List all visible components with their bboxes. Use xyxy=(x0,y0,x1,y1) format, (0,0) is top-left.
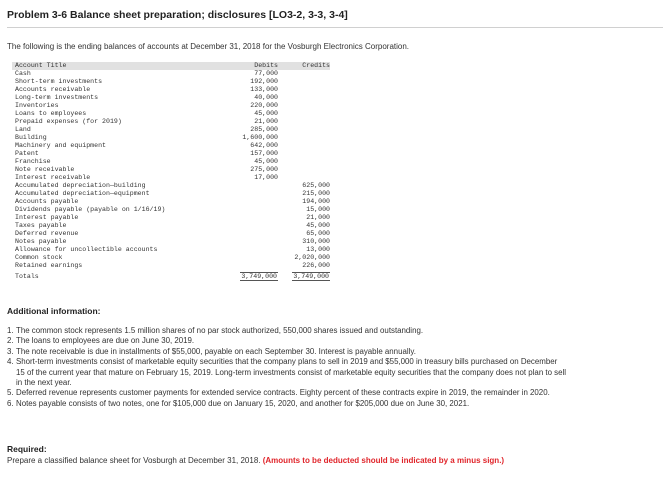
table-row xyxy=(12,166,330,174)
debit-cell xyxy=(223,182,278,190)
problem-title: Problem 3-6 Balance sheet preparation; disclosures [LO3-2, 3-3, 3-4] xyxy=(7,9,348,21)
debit-cell: 21,000 xyxy=(254,118,278,125)
account-title-cell: Inventories xyxy=(15,102,59,109)
list-item xyxy=(7,388,567,398)
table-body xyxy=(12,70,330,270)
account-balances-table xyxy=(12,62,330,281)
list-item xyxy=(7,336,567,346)
credit-cell: 65,000 xyxy=(306,230,330,237)
account-title-cell: Notes payable xyxy=(15,238,67,245)
credit-cell xyxy=(278,174,330,182)
account-title-cell: Accounts receivable xyxy=(15,86,91,93)
table-row xyxy=(12,86,330,94)
debit-cell: 275,000 xyxy=(250,166,278,173)
title-divider xyxy=(7,27,663,28)
table-row xyxy=(12,198,330,206)
table-row xyxy=(12,102,330,110)
list-item-text: The loans to employees are due on June 30, 2019. xyxy=(16,336,195,346)
account-title-cell: Allowance for uncollectible accounts xyxy=(15,246,158,253)
account-title-cell: Taxes payable xyxy=(15,222,67,229)
table-row xyxy=(12,70,330,78)
debit-cell xyxy=(223,238,278,246)
list-item-number: 5. xyxy=(7,388,14,398)
table-row xyxy=(12,134,330,142)
totals-row xyxy=(12,273,330,281)
list-item-text: Deferred revenue represents customer payments for extended service contracts. Eighty percent of these contracts expire in 2019, the remainder in 2020. xyxy=(16,388,550,398)
debit-cell: 285,000 xyxy=(250,126,278,133)
debit-cell: 1,600,000 xyxy=(242,134,278,141)
list-item-number: 2. xyxy=(7,336,14,346)
account-title-cell: Building xyxy=(15,134,47,141)
totals-debit-cell xyxy=(223,273,278,281)
credit-cell: 13,000 xyxy=(306,246,330,253)
debit-cell xyxy=(223,246,278,254)
account-title-cell: Short-term investments xyxy=(15,78,103,85)
account-title-cell: Prepaid expenses (for 2019) xyxy=(15,118,122,125)
column-header-credits: Credits xyxy=(302,62,330,69)
account-title-cell: Land xyxy=(15,126,31,133)
table-row xyxy=(12,206,330,214)
table-row xyxy=(12,110,330,118)
problem-intro: The following is the ending balances of accounts at December 31, 2018 for the Vosburgh Electronics Corporation. xyxy=(7,42,410,51)
debit-cell xyxy=(223,198,278,206)
table-row xyxy=(12,230,330,238)
debit-cell: 157,000 xyxy=(250,150,278,157)
debit-cell xyxy=(223,190,278,198)
debit-cell: 220,000 xyxy=(250,102,278,109)
credit-cell: 45,000 xyxy=(306,222,330,229)
required-instructions xyxy=(7,456,567,466)
table-row xyxy=(12,94,330,102)
credit-cell xyxy=(278,166,330,174)
credit-cell xyxy=(278,150,330,158)
table-row xyxy=(12,262,330,270)
account-title-cell: Long-term investments xyxy=(15,94,99,101)
table-row xyxy=(12,254,330,262)
debit-cell: 77,000 xyxy=(254,70,278,77)
table-row xyxy=(12,126,330,134)
credit-cell: 625,000 xyxy=(302,182,330,189)
table-row xyxy=(12,182,330,190)
account-title-cell: Accumulated depreciation—building xyxy=(15,182,146,189)
list-item xyxy=(7,399,567,409)
account-title-cell: Accumulated depreciation—equipment xyxy=(15,190,150,197)
debit-cell: 133,000 xyxy=(250,86,278,93)
credit-cell xyxy=(278,86,330,94)
debit-cell: 17,000 xyxy=(254,174,278,181)
credit-cell xyxy=(278,126,330,134)
table-row xyxy=(12,190,330,198)
credit-cell: 15,000 xyxy=(306,206,330,213)
debit-cell xyxy=(223,214,278,222)
required-heading: Required: xyxy=(7,444,47,454)
account-title-cell: Interest payable xyxy=(15,214,79,221)
credit-cell: 21,000 xyxy=(306,214,330,221)
totals-debit: 3,749,000 xyxy=(241,273,277,280)
list-item-number: 1. xyxy=(7,326,14,335)
account-title-cell: Accounts payable xyxy=(15,198,79,205)
debit-cell xyxy=(223,222,278,230)
account-title-cell: Franchise xyxy=(15,158,51,165)
credit-cell: 226,000 xyxy=(302,262,330,269)
additional-info-heading: Additional information: xyxy=(7,306,101,316)
credit-cell xyxy=(278,102,330,110)
credit-cell xyxy=(278,70,330,78)
debit-cell xyxy=(223,254,278,262)
column-header-account-title: Account Title xyxy=(15,62,67,69)
debit-cell: 40,000 xyxy=(254,94,278,101)
table-row xyxy=(12,142,330,150)
debit-cell: 45,000 xyxy=(254,110,278,117)
table-row xyxy=(12,78,330,86)
list-item-text: Short-term investments consist of marketable equity securities that the company plans to sell in 2019 and $55,000 in treasury bills purchased on December 15 of the current year that mature on February 15, 2019. Long-term investments consist of marketable equity securities that the company does not plan to sell in the next year. xyxy=(16,357,567,388)
debit-cell: 45,000 xyxy=(254,158,278,165)
list-item xyxy=(7,357,567,388)
list-item-number: 4. xyxy=(7,357,14,367)
table-header xyxy=(12,62,330,70)
account-title-cell: Note receivable xyxy=(15,166,75,173)
table-row xyxy=(12,150,330,158)
list-item-number: 6. xyxy=(7,398,14,408)
account-title-cell: Patent xyxy=(15,150,39,157)
table-row xyxy=(12,158,330,166)
table-row xyxy=(12,222,330,230)
list-item-number: 3. xyxy=(7,346,14,356)
table-row xyxy=(12,214,330,222)
credit-cell xyxy=(278,142,330,150)
credit-cell: 2,020,000 xyxy=(294,254,330,261)
debit-cell: 192,000 xyxy=(250,78,278,85)
table-row xyxy=(12,118,330,126)
additional-info-list xyxy=(7,326,567,409)
list-item-text: Notes payable consists of two notes, one for $105,000 due on January 15, 2020, and another for $205,000 due on June 30, 2021. xyxy=(16,398,470,408)
debit-cell: 642,000 xyxy=(250,142,278,149)
debit-cell xyxy=(223,206,278,214)
credit-cell xyxy=(278,134,330,142)
table-row xyxy=(12,238,330,246)
required-text: Prepare a classified balance sheet for Vosburgh at December 31, 2018. xyxy=(7,456,261,465)
account-title-cell: Machinery and equipment xyxy=(15,142,107,149)
account-title-cell: Common stock xyxy=(15,254,63,261)
column-header-debits: Debits xyxy=(254,62,278,69)
account-title-cell: Loans to employees xyxy=(15,110,87,117)
table-row xyxy=(12,174,330,182)
debit-cell xyxy=(223,262,278,270)
credit-cell: 215,000 xyxy=(302,190,330,197)
table-row xyxy=(12,246,330,254)
account-title-cell: Cash xyxy=(15,70,31,77)
credit-cell xyxy=(278,158,330,166)
totals-credit: 3,749,000 xyxy=(293,273,329,280)
totals-credit-cell xyxy=(278,273,330,281)
credit-cell xyxy=(278,78,330,86)
debit-cell xyxy=(223,230,278,238)
required-note: (Amounts to be deducted should be indicated by a minus sign.) xyxy=(262,456,505,465)
list-item xyxy=(7,326,567,336)
credit-cell: 194,000 xyxy=(302,198,330,205)
account-title-cell: Deferred revenue xyxy=(15,230,79,237)
totals-label: Totals xyxy=(15,273,39,280)
credit-cell: 310,000 xyxy=(302,238,330,245)
credit-cell xyxy=(278,118,330,126)
list-item xyxy=(7,347,567,357)
account-title-cell: Retained earnings xyxy=(15,262,83,269)
account-title-cell: Dividends payable (payable on 1/16/19) xyxy=(15,206,166,213)
account-title-cell: Interest receivable xyxy=(15,174,91,181)
credit-cell xyxy=(278,94,330,102)
list-item-text: The note receivable is due in installments of $55,000, payable on each September 30. Interest is payable annually. xyxy=(16,346,416,356)
list-item-text: The common stock represents 1.5 million shares of no par stock authorized, 550,000 shares issued and outstanding. xyxy=(16,326,424,335)
credit-cell xyxy=(278,110,330,118)
